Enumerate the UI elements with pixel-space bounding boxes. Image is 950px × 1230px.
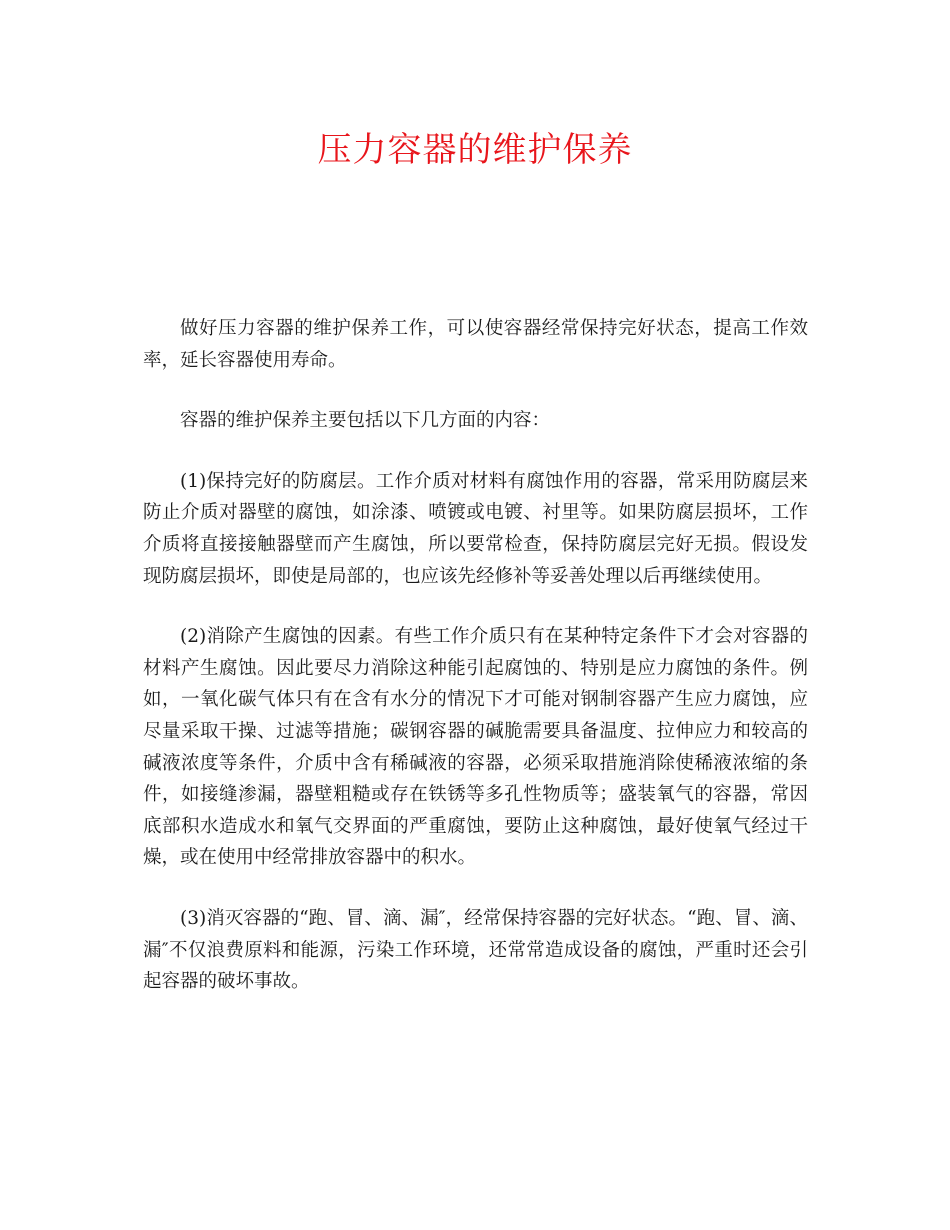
paragraph-item-2: (2)消除产生腐蚀的因素。有些工作介质只有在某种特定条件下才会对容器的材料产生腐蚀。因此要尽力消除这种能引起腐蚀的、特别是应力腐蚀的条件。例如，一氧化碳气体只有在含有水分的情况下才可能对钢制容器产生应力腐蚀，应尽量采取干操、过滤等措施；碳钢容器的碱脆需要具备温度、拉伸应力和较高的碱液浓度等条件，介质中含有稀碱液的容器，必须采取措施消除使稀液浓缩的条件，如接缝渗漏，器壁粗糙或存在铁锈等多孔性物质等；盛装氧气的容器，常因底部积水造成水和氧气交界面的严重腐蚀，要防止这种腐蚀，最好使氧气经过干燥，或在使用中经常排放容器中的积水。 bbox=[143, 626, 808, 869]
paragraph-item-1: (1)保持完好的防腐层。工作介质对材料有腐蚀作用的容器，常采用防腐层来防止介质对器壁的腐蚀，如涂漆、喷镀或电镀、衬里等。如果防腐层损坏，工作介质将直接接触器壁而产生腐蚀，所以要常检查，保持防腐层完好无损。假设发现防腐层损坏，即使是局部的，也应该先经修补等妥善处理以后再继续使用。 bbox=[143, 470, 808, 587]
document-body bbox=[143, 313, 808, 1027]
paragraph-overview: 容器的维护保养主要包括以下几方面的内容： bbox=[180, 410, 551, 432]
paragraph-intro: 做好压力容器的维护保养工作，可以使容器经常保持完好状态，提高工作效率，延长容器使用寿命。 bbox=[143, 318, 808, 371]
paragraph-item-3: (3)消灭容器的“跑、冒、滴、漏″，经常保持容器的完好状态。“跑、冒、滴、漏″不仅浪费原料和能源，污染工作环境，还常常造成设备的腐蚀，严重时还会引起容器的破坏事故。 bbox=[143, 907, 808, 993]
document-title: 压力容器的维护保养 bbox=[317, 130, 633, 170]
